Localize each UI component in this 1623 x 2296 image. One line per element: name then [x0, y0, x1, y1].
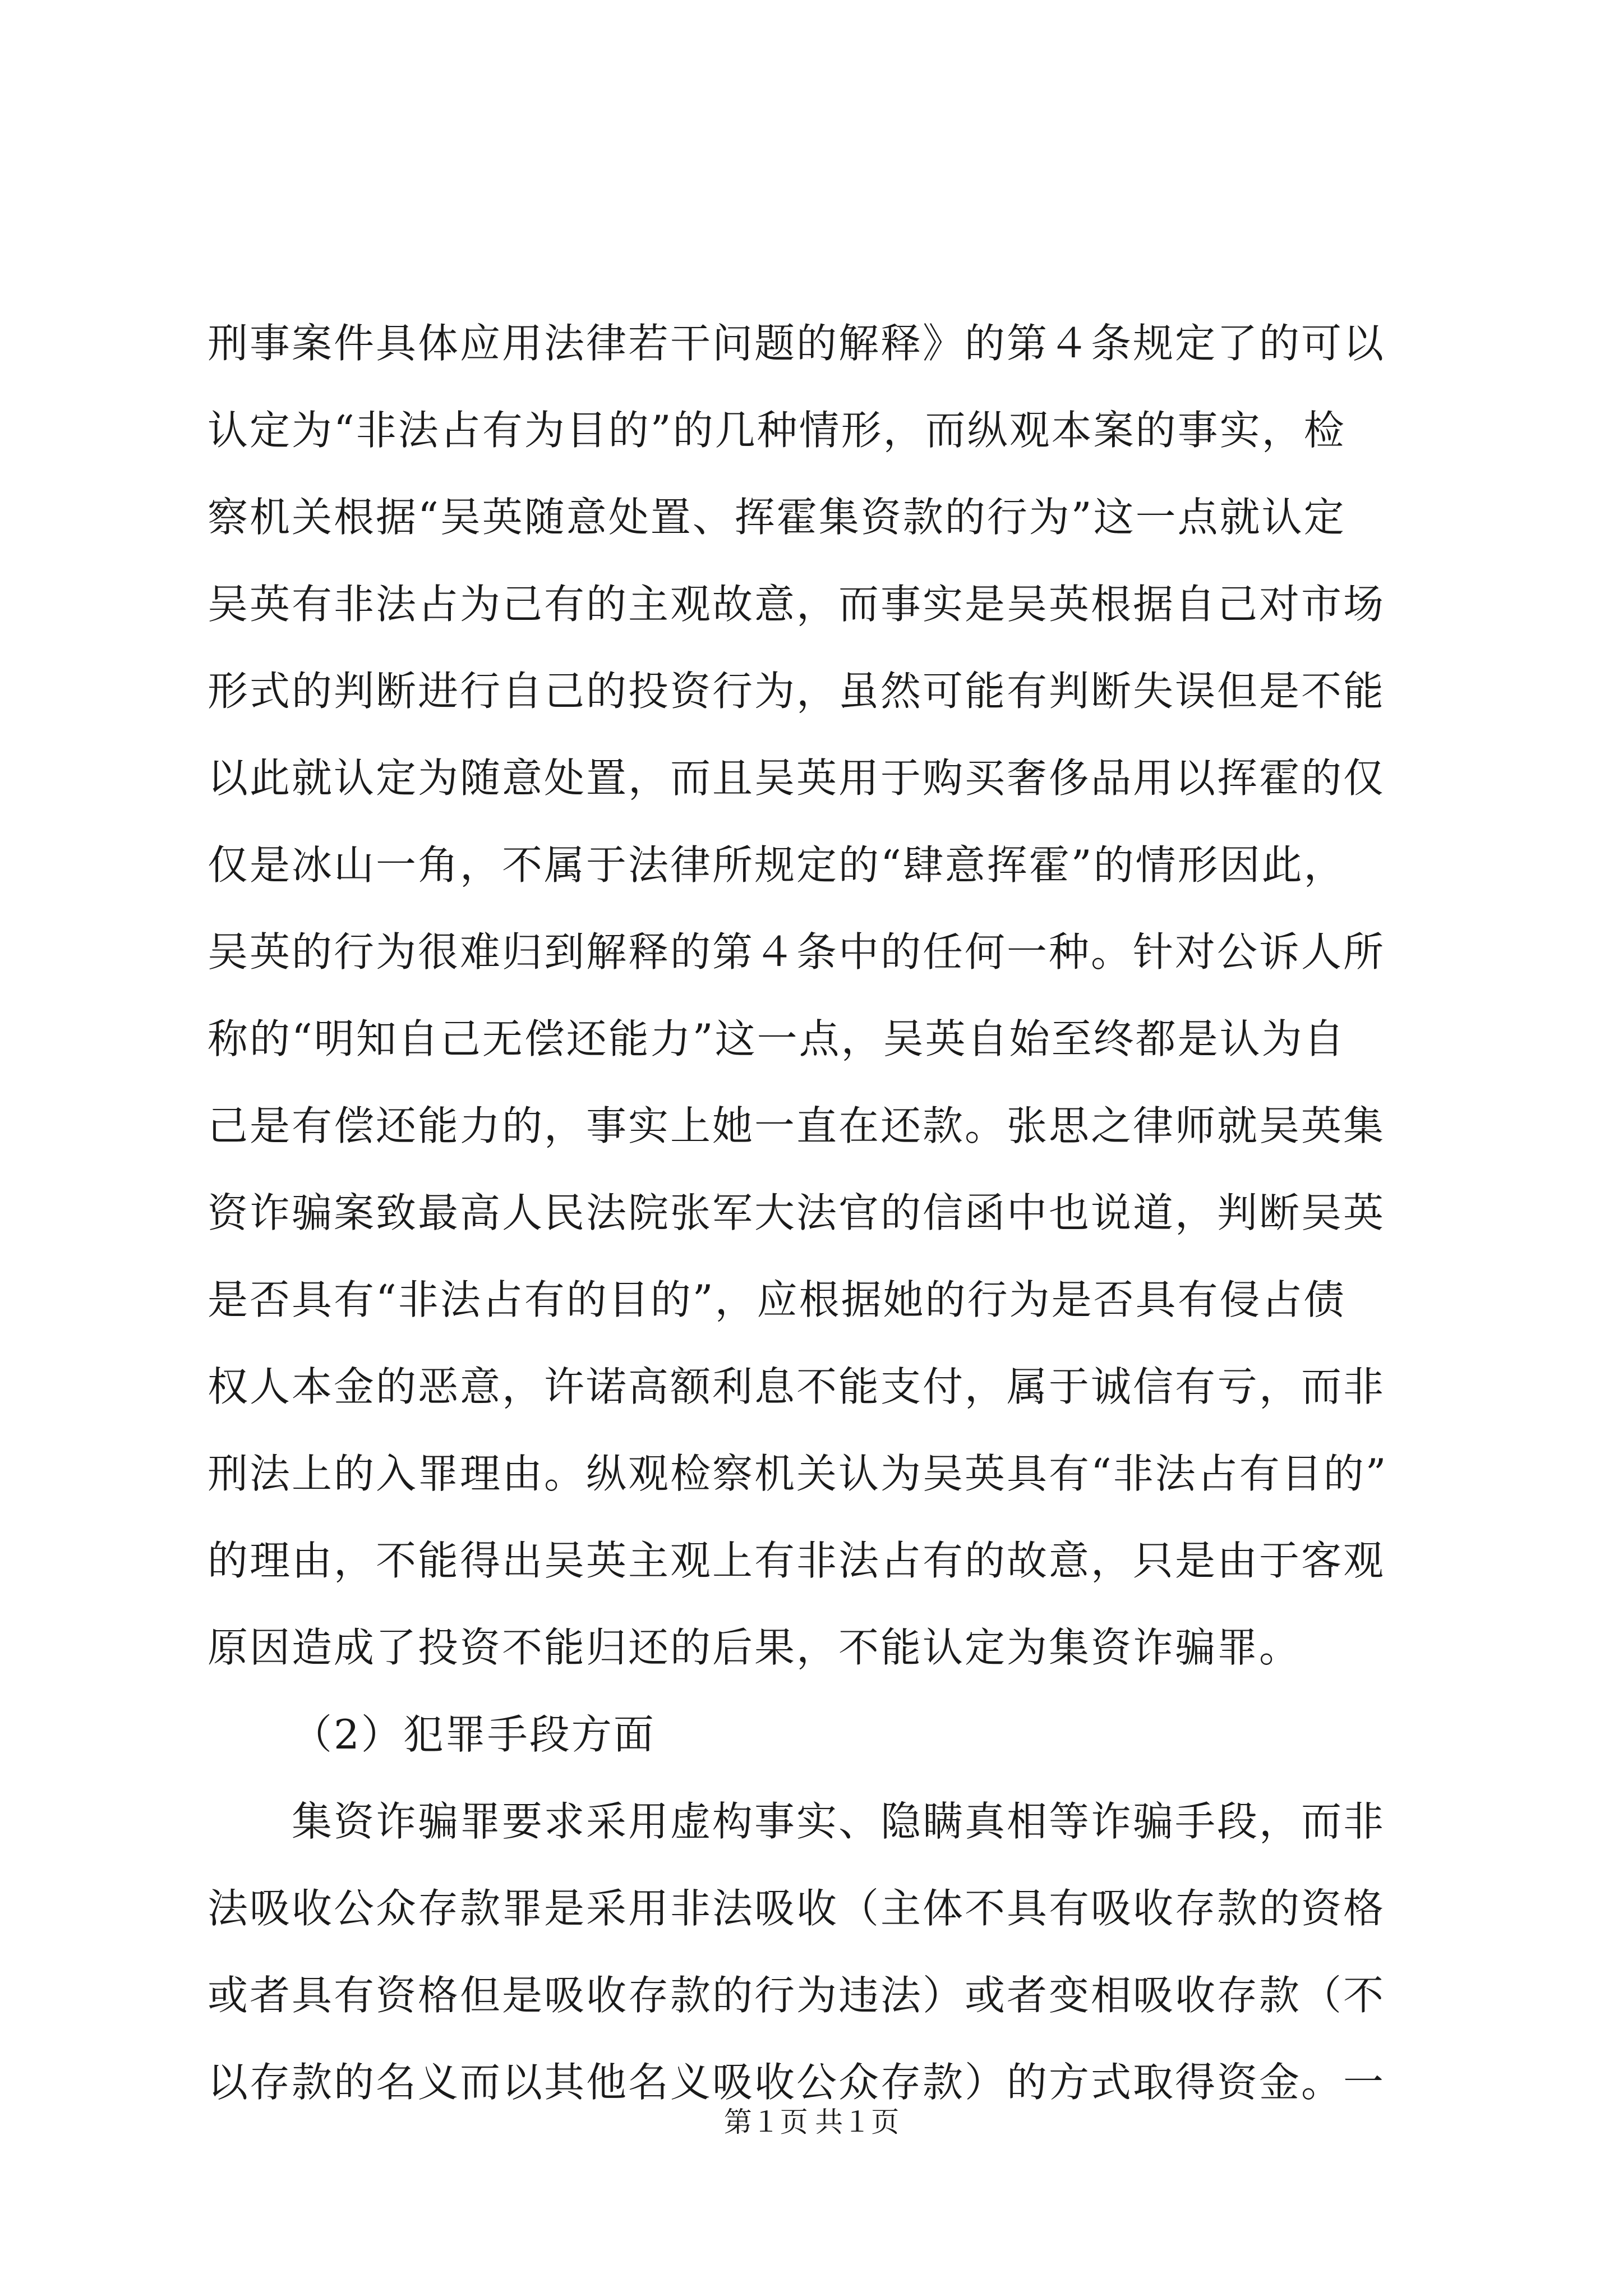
body-text	[208, 300, 1419, 2126]
text-line: 以存款的名义而以其他名义吸收公众存款）的方式取得资金。一	[208, 2059, 1386, 2106]
paragraph-first-line: 集资诈骗罪要求采用虚构事实、隐瞒真相等诈骗手段，而非	[292, 1798, 1386, 1845]
text-line: 法吸收公众存款罪是采用非法吸收（主体不具有吸收存款的资格	[208, 1885, 1386, 1932]
text-line: 称的“明知自己无偿还能力”这一点，吴英自始至终都是认为自	[208, 1015, 1346, 1062]
page-footer	[0, 2102, 1623, 2142]
text-line: 的理由，不能得出吴英主观上有非法占有的故意，只是由于客观	[208, 1537, 1386, 1584]
text-line: 资诈骗案致最高人民法院张军大法官的信函中也说道，判断吴英	[208, 1189, 1386, 1236]
text-line: 形式的判断进行自己的投资行为，虽然可能有判断失误但是不能	[208, 668, 1386, 715]
text-line: 认定为“非法占有为目的”的几种情形，而纵观本案的事实，检	[208, 407, 1346, 454]
text-line: 或者具有资格但是吸收存款的行为违法）或者变相吸收存款（不	[208, 1972, 1386, 2019]
text-line: 察机关根据“吴英随意处置、挥霍集资款的行为”这一点就认定	[208, 494, 1346, 541]
text-line: 权人本金的恶意，许诺高额利息不能支付，属于诚信有亏，而非	[208, 1363, 1386, 1410]
text-line: 是否具有“非法占有的目的”，应根据她的行为是否具有侵占债	[208, 1276, 1346, 1323]
text-line: 以此就认定为随意处置，而且吴英用于购买奢侈品用以挥霍的仅	[208, 754, 1386, 802]
text-line: 原因造成了投资不能归还的后果，不能认定为集资诈骗罪。	[208, 1624, 1302, 1671]
text-line: 己是有偿还能力的，事实上她一直在还款。张思之律师就吴英集	[208, 1102, 1386, 1149]
text-line: 刑法上的入罪理由。纵观检察机关认为吴英具有“非法占有目的”	[208, 1450, 1388, 1497]
section-heading: （2）犯罪手段方面	[292, 1711, 656, 1758]
text-line: 吴英的行为很难归到解释的第４条中的任何一种。针对公诉人所	[208, 928, 1386, 976]
page-number: 第１页 共１页	[723, 2106, 900, 2138]
text-line: 吴英有非法占为己有的主观故意，而事实是吴英根据自己对市场	[208, 581, 1386, 628]
text-line: 刑事案件具体应用法律若干问题的解释》的第４条规定了的可以	[208, 320, 1386, 367]
text-line: 仅是冰山一角，不属于法律所规定的“肆意挥霍”的情形因此，	[208, 841, 1346, 889]
